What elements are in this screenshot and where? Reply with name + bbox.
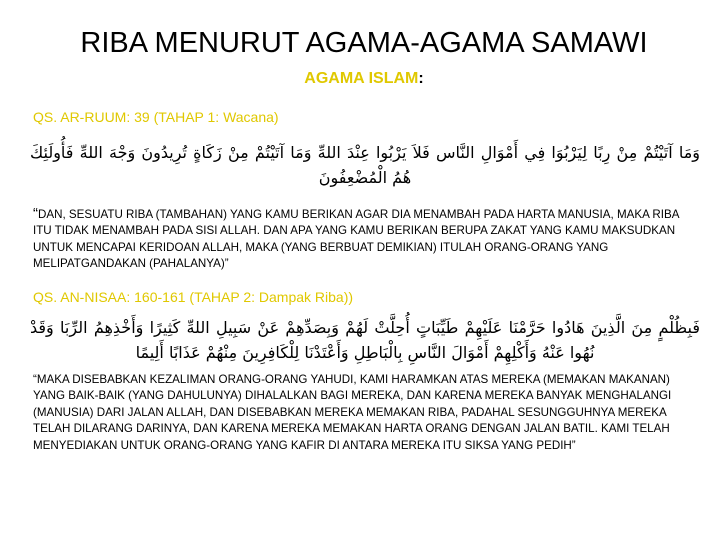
verse-reference-an-nisaa: QS. AN-NISAA: 160-161 (TAHAP 2: Dampak Riba)) (33, 289, 354, 305)
subtitle-text: AGAMA ISLAM (304, 70, 419, 87)
subtitle-colon: : (418, 70, 424, 87)
translation-open-quote: “ (33, 205, 38, 222)
verse-reference-ar-ruum: QS. AR-RUUM: 39 (TAHAP 1: Wacana) (33, 109, 279, 125)
translation-ar-ruum (33, 206, 698, 273)
slide-subtitle (0, 68, 728, 90)
slide-title: RIBA MENURUT AGAMA-AGAMA SAMAWI (80, 27, 648, 59)
arabic-verse-an-nisaa: فَبِظُلْمٍ مِنَ الَّذِينَ هَادُوا حَرَّمْنَا عَلَيْهِمْ طَيِّبَاتٍ أُحِلَّتْ لَهُمْ وَبِصَدِّهِمْ عَنْ سَبِيلِ اللهِّ كَثِيرًا وَأَخْذِهِمُ الرِّبَا وَقَدْ نُهُوا عَنْهُ وَأَكْلِهِمْ أَمْوَالَ النَّاسِ بِالْبَاطِلِ وَأَعْتَدْنَا لِلْكَافِرِينَ مِنْهُمْ عَذَابًا أَلِيمًا (30, 318, 700, 362)
translation-text: DAN, SESUATU RIBA (TAMBAHAN) YANG KAMU BERIKAN AGAR DIA MENAMBAH PADA HARTA MANUSIA, MAKA RIBA ITU TIDAK MENAMBAH PADA SISI ALLAH. DAN APA YANG KAMU BERIKAN BERUPA ZAKAT YANG KAMU MAKSUDKAN UNTUK MENCAPAI KERIDOAN ALLAH, MAKA (YANG BERBUAT DEMIKIAN) ITULAH ORANG-ORANG YANG MELIPATGANDAKAN (PAHALANYA)” (33, 208, 679, 271)
translation-an-nisaa: “MAKA DISEBABKAN KEZALIMAN ORANG-ORANG YAHUDI, KAMI HARAMKAN ATAS MEREKA (MEMAKAN MAKANAN) YANG BAIK-BAIK (YANG DAHULUNYA) DIHALALKAN BAGI MEREKA, DAN KARENA MEREKA BANYAK MENGHALANGI (MANUSIA) DARI JALAN ALLAH, DAN DISEBABKAN MEREKA MEMAKAN RIBA, PADAHAL SESUNGGUHNYA MEREKA TELAH DILARANG DARINYA, DAN KARENA MEREKA MEMAKAN HARTA ORANG DENGAN JALAN BATIL. KAMI TELAH MENYEDIAKAN UNTUK ORANG-ORANG YANG KAFIR DI ANTARA MEREKA ITU SIKSA YANG PEDIH” (33, 373, 672, 452)
arabic-verse-ar-ruum: وَمَا آتَيْتُمْ مِنْ رِبًا لِيَرْبُوَا فِي أَمْوَالِ النَّاس فَلاَ يَرْبُوا عِنْدَ اللهِّ وَمَا آتَيْتُمْ مِنْ زَكَاةٍ تُرِيدُونَ وَجْهَ اللهِّ فَأُولَئِكَ هُمُ الْمُضْعِفُونَ (30, 143, 700, 187)
